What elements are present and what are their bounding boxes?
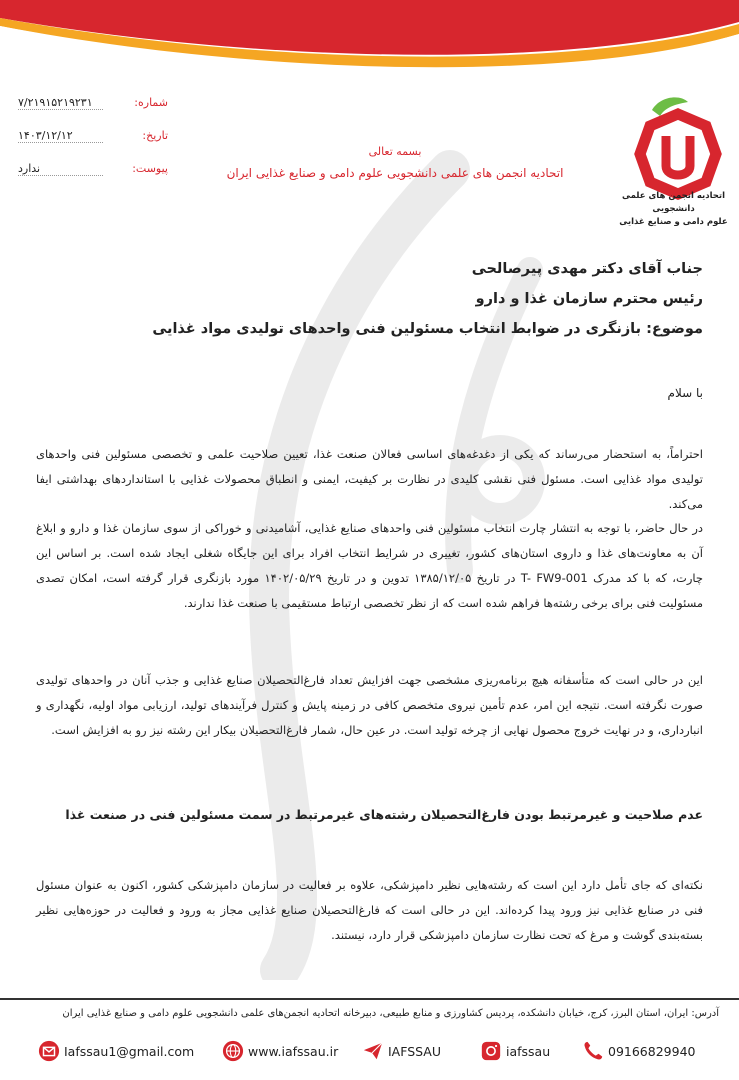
letter-attachment-value: ندارد — [18, 162, 103, 176]
greeting: با سلام — [667, 386, 703, 400]
letter-attachment-row — [18, 162, 168, 195]
letter-date-row — [18, 129, 168, 162]
recipient-name: جناب آقای دکتر مهدی پیرصالحی — [471, 261, 703, 277]
footer-address: آدرس: ایران، استان البرز، کرج، خیابان دانشکده، پردیس کشاورزی و منابع طبیعی، دبیرخانه اتحادیه انجمن‌های علمی دانشجویی علوم دامی و صنایع غذایی ایران — [62, 1008, 719, 1019]
paragraph-4: نکته‌ای که جای تأمل دارد این است که رشته‌هایی نظیر دامپزشکی، علاوه بر فعالیت در سازمان دامپزشکی کشور، اکنون به عنوان مسئول فنی در صنایع غذایی نیز ورود پیدا کرده‌اند. این در حالی است که فارغ‌التحصیلان صنایع غذایی مجاز به ورود و فعالیت در حوزه‌هایی نظیر بسته‌بندی گوشت و مرغ که تحت نظارت سازمان دامپزشکی قرار دارد، نیستند. — [36, 878, 703, 942]
email-text: Iafssau1@gmail.com — [64, 1043, 195, 1059]
footer-contacts — [10, 1038, 730, 1064]
logo-caption — [612, 190, 735, 229]
phone-text: 09166829940 — [608, 1043, 696, 1059]
recipient-position: رئیس محترم سازمان غذا و دارو — [475, 291, 703, 307]
letter-attachment-label: پیوست: — [132, 162, 168, 175]
letter-date-label: تاریخ: — [142, 129, 168, 142]
instagram-text: iafssau — [506, 1043, 551, 1059]
paragraph-1: احتراماً، به استحضار می‌رساند که یکی از دغدغه‌های اساسی فعالان صنعت غذا، تعیین صلاحیت علمی و تخصصی مسئولین فنی واحدهای تولیدی مواد غذایی است. مسئول فنی نقشی کلیدی در نظارت بر کیفیت، ایمنی و انطباق محصولات غذایی با استانداردهای بهداشتی ایفا می‌کند. — [36, 447, 703, 511]
union-name: اتحادیه انجمن های علمی دانشجویی علوم دامی و صنایع غذایی ایران — [226, 166, 564, 180]
instagram-icon — [480, 1040, 502, 1062]
website-text: www.iafssau.ir — [248, 1043, 339, 1059]
letter-date-value: ۱۴۰۳/۱۲/۱۲ — [18, 129, 103, 143]
basmala: بسمه تعالی — [368, 145, 422, 158]
globe-icon — [222, 1040, 244, 1062]
paragraph-2: در حال حاضر، با توجه به انتشار چارت انتخاب مسئولین فنی واحدهای صنایع غذایی، آشامیدنی و خوراکی از سوی سازمان غذا و دارو و ابلاغ آن به معاونت‌های غذا و داروی استان‌های کشور، تغییری در شرایط انتخاب افراد برای این جایگاه شغلی ایجاد شده است. بر اساس این چارت، که با کد مدرک T- FW9-001 در تاریخ ۱۳۸۵/۱۲/۰۵ تدوین و در تاریخ ۱۴۰۲/۰۵/۲۹ مورد بازنگری قرار گرفته است، امکان تصدی مسئولیت فنی برای برخی رشته‌ها فراهم شده است که از نظر تخصصی ارتباط مستقیمی با صنعت غذا ندارند. — [36, 521, 703, 610]
letter-number-row — [18, 96, 168, 129]
union-logo — [630, 92, 726, 202]
contact-website[interactable] — [222, 1038, 338, 1064]
logo-caption-line2: علوم دامی و صنایع غذایی — [619, 217, 728, 227]
phone-icon — [582, 1040, 604, 1062]
envelope-icon — [38, 1040, 60, 1062]
letter-number-value: ۷/۲۱۹۱۵۲۱۹۲۳۱ — [18, 96, 103, 110]
paragraph-3: این در حالی است که متأسفانه هیچ برنامه‌ریزی مشخصی جهت افزایش تعداد فارغ‌التحصیلان صنایع غذایی و جذب آنان در واحدهای تولیدی صورت نگرفته است. نتیجه این امر، عدم تأمین نیروی متخصص کافی در زمینه پایش و کنترل فرآیندهای تولید، ارزیابی مواد اولیه، نگهداری و انبارداری، و در نهایت خروج محصول نهایی از چرخه تولید است. در عین حال، شمار فارغ‌التحصیلان بیکار این رشته نیز رو به افزایش است. — [36, 673, 703, 737]
letter-metadata — [18, 96, 168, 195]
contact-telegram[interactable] — [362, 1038, 441, 1064]
footer-divider — [0, 998, 739, 1000]
letter-subject: موضوع: بازنگری در ضوابط انتخاب مسئولین فنی واحدهای تولیدی مواد غذایی — [152, 321, 703, 337]
addressee-block — [152, 254, 703, 344]
contact-email[interactable] — [38, 1038, 194, 1064]
contact-instagram[interactable] — [480, 1038, 550, 1064]
header-swoosh — [0, 0, 739, 100]
logo-caption-line1: اتحادیه انجمن های علمی دانشجویی — [621, 191, 726, 214]
section-subtitle: عدم صلاحیت و غیرمرتبط بودن فارغ‌التحصیلان رشته‌های غیرمرتبط در سمت مسئولین فنی در صنعت غذا — [65, 807, 703, 822]
contact-phone[interactable] — [582, 1038, 695, 1064]
paper-plane-icon — [362, 1040, 384, 1062]
telegram-text: IAFSSAU — [388, 1043, 442, 1059]
letter-number-label: شماره: — [134, 96, 168, 109]
